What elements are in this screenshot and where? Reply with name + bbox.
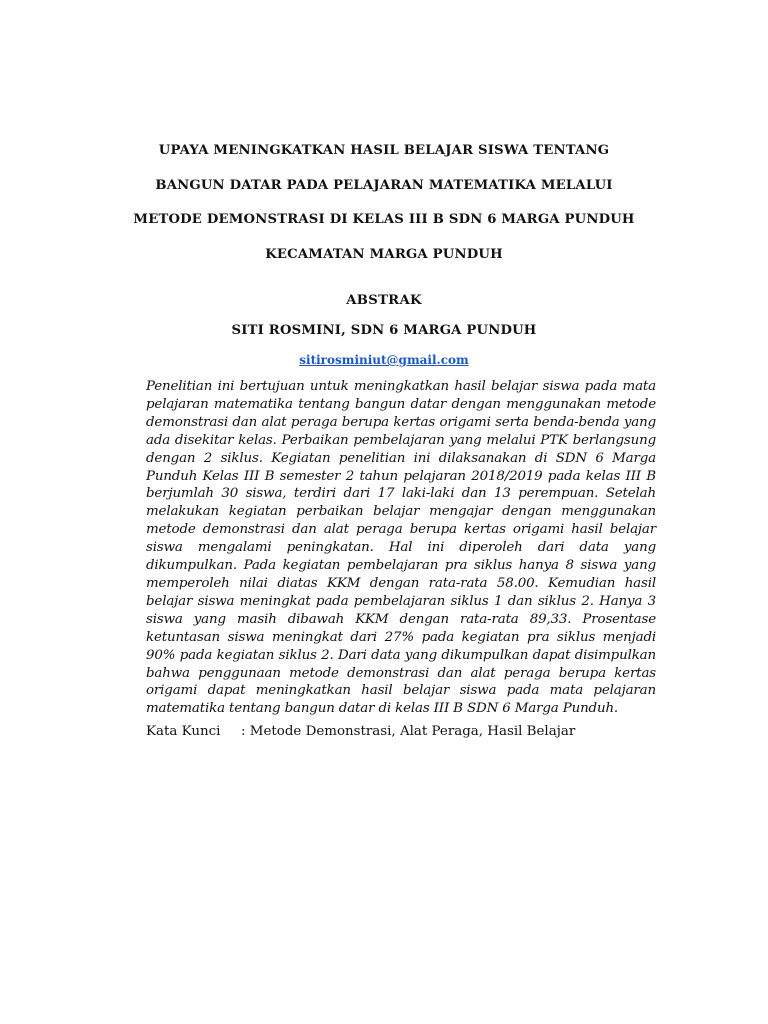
title-line-3: METODE DEMONSTRASI DI KELAS III B SDN 6 MARGA PUNDUH: [133, 212, 635, 227]
email-link[interactable]: sitirosminiut@gmail.com: [299, 353, 469, 367]
title-line-1: UPAYA MENINGKATKAN HASIL BELAJAR SISWA TENTANG: [158, 143, 610, 158]
keywords-value: : Metode Demonstrasi, Alat Peraga, Hasil Belajar: [241, 724, 576, 739]
title-line-2: BANGUN DATAR PADA PELAJARAN MATEMATIKA MELALUI: [155, 177, 613, 193]
paper-title: [100, 134, 668, 272]
abstract-paragraph: Penelitian ini bertujuan untuk meningkatkan hasil belajar siswa pada mata pelajaran matematika tentang bangun datar dengan menggunakan metode demonstrasi dan alat peraga berupa kertas origami serta benda-benda yang ada disekitar kelas. Perbaikan pembelajaran yang melalui PTK berlangsung dengan 2 siklus. Kegiatan penelitian ini dilaksanakan di SDN 6 Marga Punduh Kelas III B semester 2 tahun pelajaran 2018/2019 pada kelas III B berjumlah 30 siswa, terdiri dari 17 laki-laki dan 13 perempuan. Setelah melakukan kegiatan perbaikan belajar mengajar dengan menggunakan metode demonstrasi dan alat peraga berupa kertas origami hasil belajar siswa mengalami peningkatan. Hal ini diperoleh dari data yang dikumpulkan. Pada kegiatan pembelajaran pra siklus hanya 8 siswa yang memperoleh nilai diatas KKM dengan rata-rata 58.00. Kemudian hasil belajar siswa meningkat pada pembelajaran siklus 1 dan siklus 2. Hanya 3 siswa yang masih dibawah KKM dengan rata-rata 89,33. Prosentase ketuntasan siswa meningkat dari 27% pada kegiatan pra siklus menjadi 90% pada kegiatan siklus 2. Dari data yang dikumpulkan dapat disimpulkan bahwa penggunaan metode demonstrasi dan alat peraga berupa kertas origami dapat meningkatkan hasil belajar siswa pada mata pelajaran matematika tentang bangun datar di kelas III B SDN 6 Marga Punduh.: [146, 379, 656, 717]
title-line-4: KECAMATAN MARGA PUNDUH: [265, 246, 503, 262]
author-line: SITI ROSMINI, SDN 6 MARGA PUNDUH: [231, 323, 537, 338]
keywords-label: Kata Kunci: [146, 724, 221, 739]
author-email: [0, 353, 768, 367]
abstract-heading: ABSTRAK: [346, 293, 422, 308]
keywords-line: [146, 724, 575, 739]
